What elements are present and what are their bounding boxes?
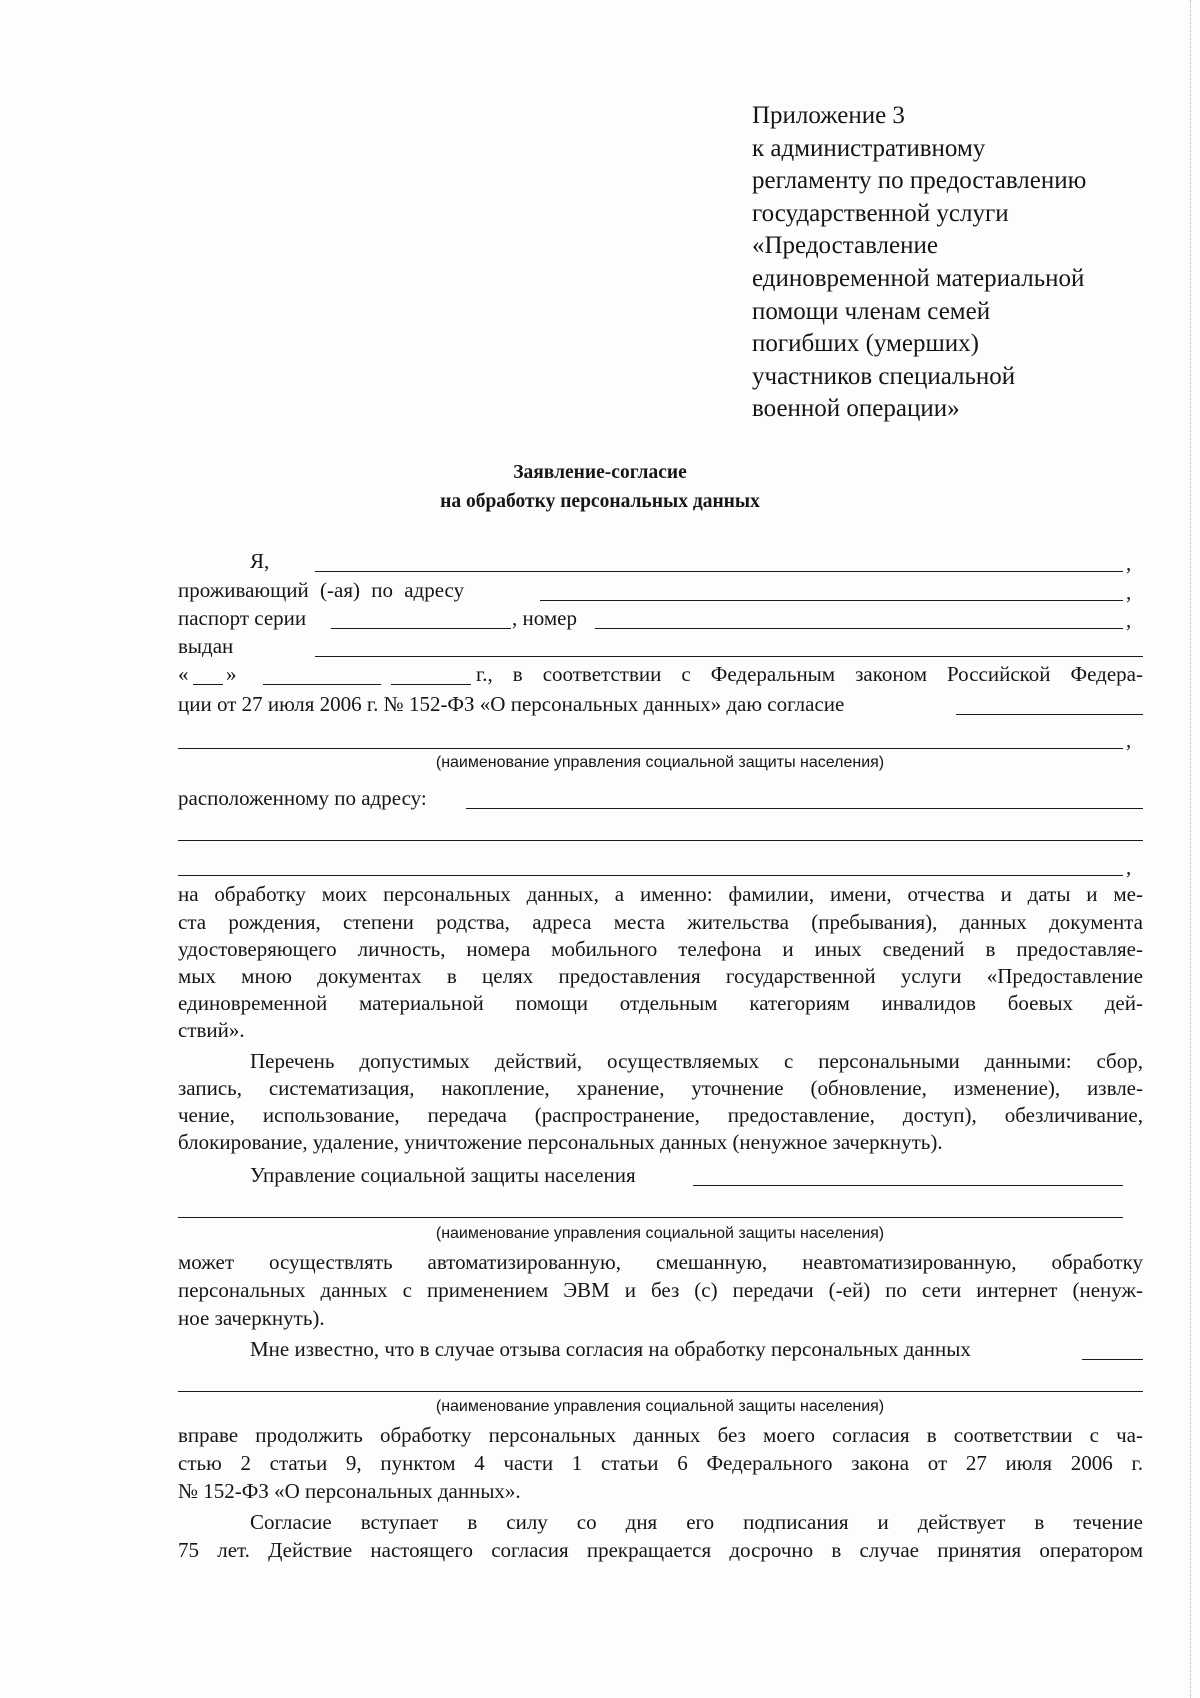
comma: , xyxy=(1126,551,1132,575)
comma: , xyxy=(1126,855,1132,879)
ya-label: Я, xyxy=(250,549,270,573)
appendix-line: к административному xyxy=(752,134,986,162)
date-month-field[interactable] xyxy=(263,684,381,685)
comma: , xyxy=(1126,608,1132,632)
located-label: расположенному по адресу: xyxy=(178,786,427,810)
paragraph-line: мых мною документах в целях предоставления государственной услуги «Предоставление xyxy=(178,964,1143,988)
appendix-line: участников специальной xyxy=(752,362,1016,390)
residence-address-field[interactable] xyxy=(540,600,1123,601)
paragraph-line: ствий». xyxy=(178,1018,245,1042)
paragraph-line: Управление социальной защиты населения xyxy=(250,1163,636,1187)
department-caption: (наименование управления социальной защиты населения) xyxy=(435,1225,885,1242)
date-open-quote: « xyxy=(178,662,189,686)
department-name-field-2[interactable] xyxy=(693,1185,1123,1186)
appendix-line: регламенту по предоставлению xyxy=(752,167,1087,195)
date-close-quote: » xyxy=(226,662,237,686)
paragraph-line: чение, использование, передача (распространение, предоставление, доступ), обезличивание, xyxy=(178,1103,1143,1127)
department-name-field-2b[interactable] xyxy=(178,1217,1123,1218)
department-name-field-3[interactable] xyxy=(1082,1359,1143,1360)
issued-label: выдан xyxy=(178,634,234,658)
department-name-field-3b[interactable] xyxy=(178,1391,1143,1392)
law-continuation: ции от 27 июля 2006 г. № 152-ФЗ «О персональных данных» даю согласие xyxy=(178,692,845,716)
department-address-field-2[interactable] xyxy=(178,840,1143,841)
paragraph-line: блокирование, удаление, уничтожение персональных данных (ненужное зачеркнуть). xyxy=(178,1130,943,1154)
paragraph-line: Перечень допустимых действий, осуществляемых с персональными данными: сбор, xyxy=(250,1049,1143,1073)
paragraph-line: № 152-ФЗ «О персональных данных». xyxy=(178,1479,521,1503)
comma: , xyxy=(1126,580,1132,604)
paragraph-line: запись, систематизация, накопление, хранение, уточнение (обновление, изменение), извле- xyxy=(178,1076,1143,1100)
appendix-line: помощи членам семей xyxy=(752,297,991,325)
department-address-field-3[interactable] xyxy=(178,875,1123,876)
document-subtitle: на обработку персональных данных xyxy=(440,491,760,512)
passport-series-label: паспорт серии xyxy=(178,606,307,630)
paragraph-line: единовременной материальной помощи отдельным категориям инвалидов боевых дей- xyxy=(178,991,1143,1015)
document-title: Заявление-согласие xyxy=(513,462,687,483)
paragraph-line: ста рождения, степени родства, адреса места жительства (пребывания), данных документа xyxy=(178,910,1143,934)
issued-by-field[interactable] xyxy=(315,656,1143,657)
paragraph-line: удостоверяющего личность, номера мобильного телефона и иных сведений в предоставляе- xyxy=(178,937,1143,961)
paragraph-line: 75 лет. Действие настоящего согласия прекращается досрочно в случае принятия оператором xyxy=(178,1538,1143,1562)
appendix-header xyxy=(752,100,1152,426)
comma: , xyxy=(1126,728,1132,752)
passport-number-label: , номер xyxy=(512,606,577,630)
paragraph-line: Согласие вступает в силу со дня его подписания и действует в течение xyxy=(250,1510,1143,1534)
paragraph-line: ное зачеркнуть). xyxy=(178,1306,325,1330)
date-year-field[interactable] xyxy=(391,684,471,685)
appendix-line: единовременной материальной xyxy=(752,264,1085,292)
passport-number-field[interactable] xyxy=(595,628,1123,629)
appendix-line: Приложение 3 xyxy=(752,102,905,129)
date-day-field[interactable] xyxy=(193,684,223,685)
appendix-line: «Предоставление xyxy=(752,232,938,260)
department-caption: (наименование управления социальной защиты населения) xyxy=(435,1398,885,1415)
department-name-field[interactable] xyxy=(178,748,1123,749)
paragraph-line: персональных данных с применением ЭВМ и без (с) передачи (-ей) по сети интернет (ненуж- xyxy=(178,1278,1143,1302)
paragraph-line: Мне известно, что в случае отзыва согласия на обработку персональных данных xyxy=(250,1337,971,1361)
department-address-field[interactable] xyxy=(466,808,1143,809)
residence-label: проживающий (-ая) по адресу xyxy=(178,578,465,602)
paragraph-line: стью 2 статьи 9, пунктом 4 части 1 статьи 6 Федерального закона от 27 июля 2006 г. xyxy=(178,1451,1143,1475)
law-text: г., в соответствии с Федеральным законом Российской Федера- xyxy=(476,662,1143,686)
paragraph-line: может осуществлять автоматизированную, смешанную, неавтоматизированную, обработку xyxy=(178,1250,1143,1274)
paragraph-line: на обработку моих персональных данных, а именно: фамилии, имени, отчества и даты и ме- xyxy=(178,882,1143,906)
consent-recipient-field[interactable] xyxy=(956,714,1143,715)
appendix-line: военной операции» xyxy=(752,395,960,423)
appendix-line: государственной услуги xyxy=(752,199,1009,227)
passport-series-field[interactable] xyxy=(331,628,511,629)
full-name-field[interactable] xyxy=(315,571,1123,572)
paragraph-line: вправе продолжить обработку персональных данных без моего согласия в соответствии с ча- xyxy=(178,1423,1143,1447)
appendix-line: погибших (умерших) xyxy=(752,330,979,358)
department-caption: (наименование управления социальной защиты населения) xyxy=(435,754,885,771)
scan-edge xyxy=(1190,0,1194,1698)
